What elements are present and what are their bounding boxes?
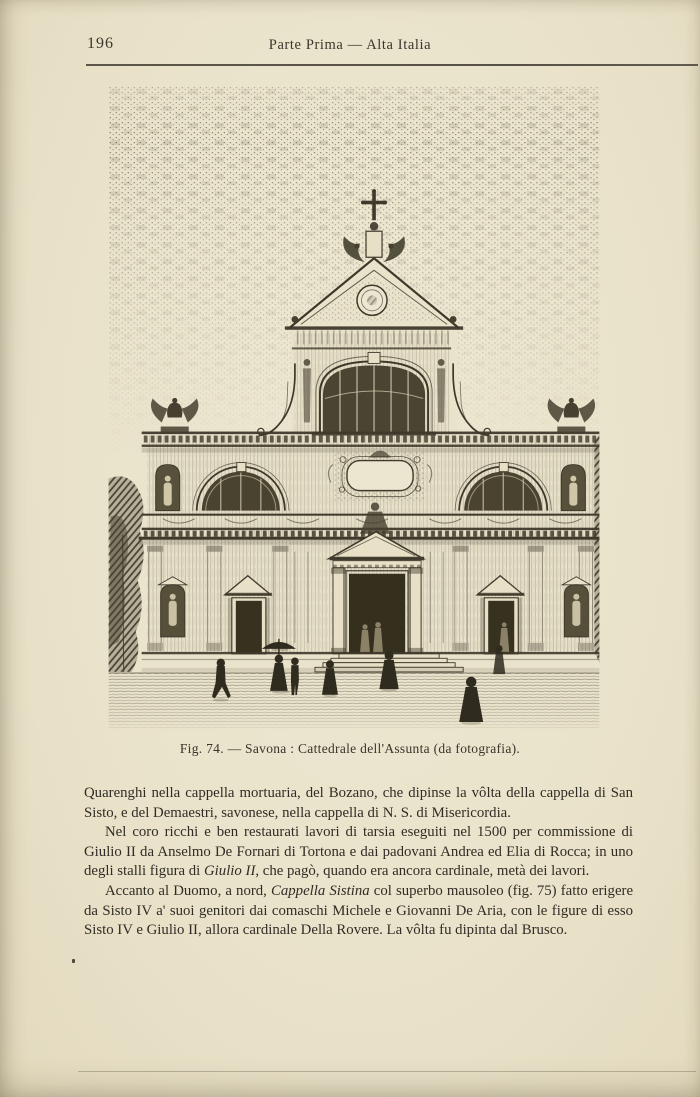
paragraph-1: Quarenghi nella cappella mortuaria, del Bozano, che dipinse la vôlta della cappella di San Sisto, e del Demaestri, savonese, nella cappella di N. S. di Misericordia. — [84, 785, 633, 821]
paragraph-3 — [84, 882, 633, 941]
upper-niche-right — [561, 465, 585, 511]
bottom-scan-line — [78, 1071, 696, 1072]
paragraph-3-text-end: col superbo mausoleo (fig. 75) fatto erigere da Sisto IV a' suoi genitori dai comaschi Michele e Giovanni De Aria, con le figure di esso Sisto IV e Giulio II, allora cardinale Della Rovere. La vôlta fu dipinta dal Brusco. — [84, 882, 634, 939]
plaza — [109, 668, 600, 730]
paragraph-2-text: Nel coro ricchi e ben restaurati lavori di tarsia eseguiti nel 1500 per commissione di Giulio II da Anselmo De Fornari di Tortona e dai padovani Andrea ed Elia di Rocca; in uno degli stalli figura di — [84, 824, 633, 880]
body-text — [84, 784, 633, 941]
trees-left — [109, 476, 144, 672]
cartouche — [328, 451, 431, 501]
ink-fleck — [72, 959, 75, 963]
paragraph-2-text-end: , che pagò, quando era ancora cardinale, metà dei lavori. — [255, 863, 590, 880]
upper-niche-left — [156, 465, 180, 511]
running-title: Parte Prima — Alta Italia — [268, 37, 432, 53]
paragraph-2-italic: Giulio II — [204, 863, 256, 880]
cathedral-facade-illustration — [108, 86, 600, 732]
savona-cathedral-engraving — [108, 86, 600, 732]
paragraph-3-text: Accanto al Duomo, a nord, — [105, 882, 271, 899]
header-rule — [86, 64, 698, 66]
paragraph-3-italic: Cappella Sistina — [271, 882, 370, 899]
figure-caption: Fig. 74. — Savona : Cattedrale dell'Assunta (da fotografia). — [179, 741, 521, 756]
page-number: 196 — [87, 35, 114, 52]
paragraph-2 — [84, 823, 633, 882]
